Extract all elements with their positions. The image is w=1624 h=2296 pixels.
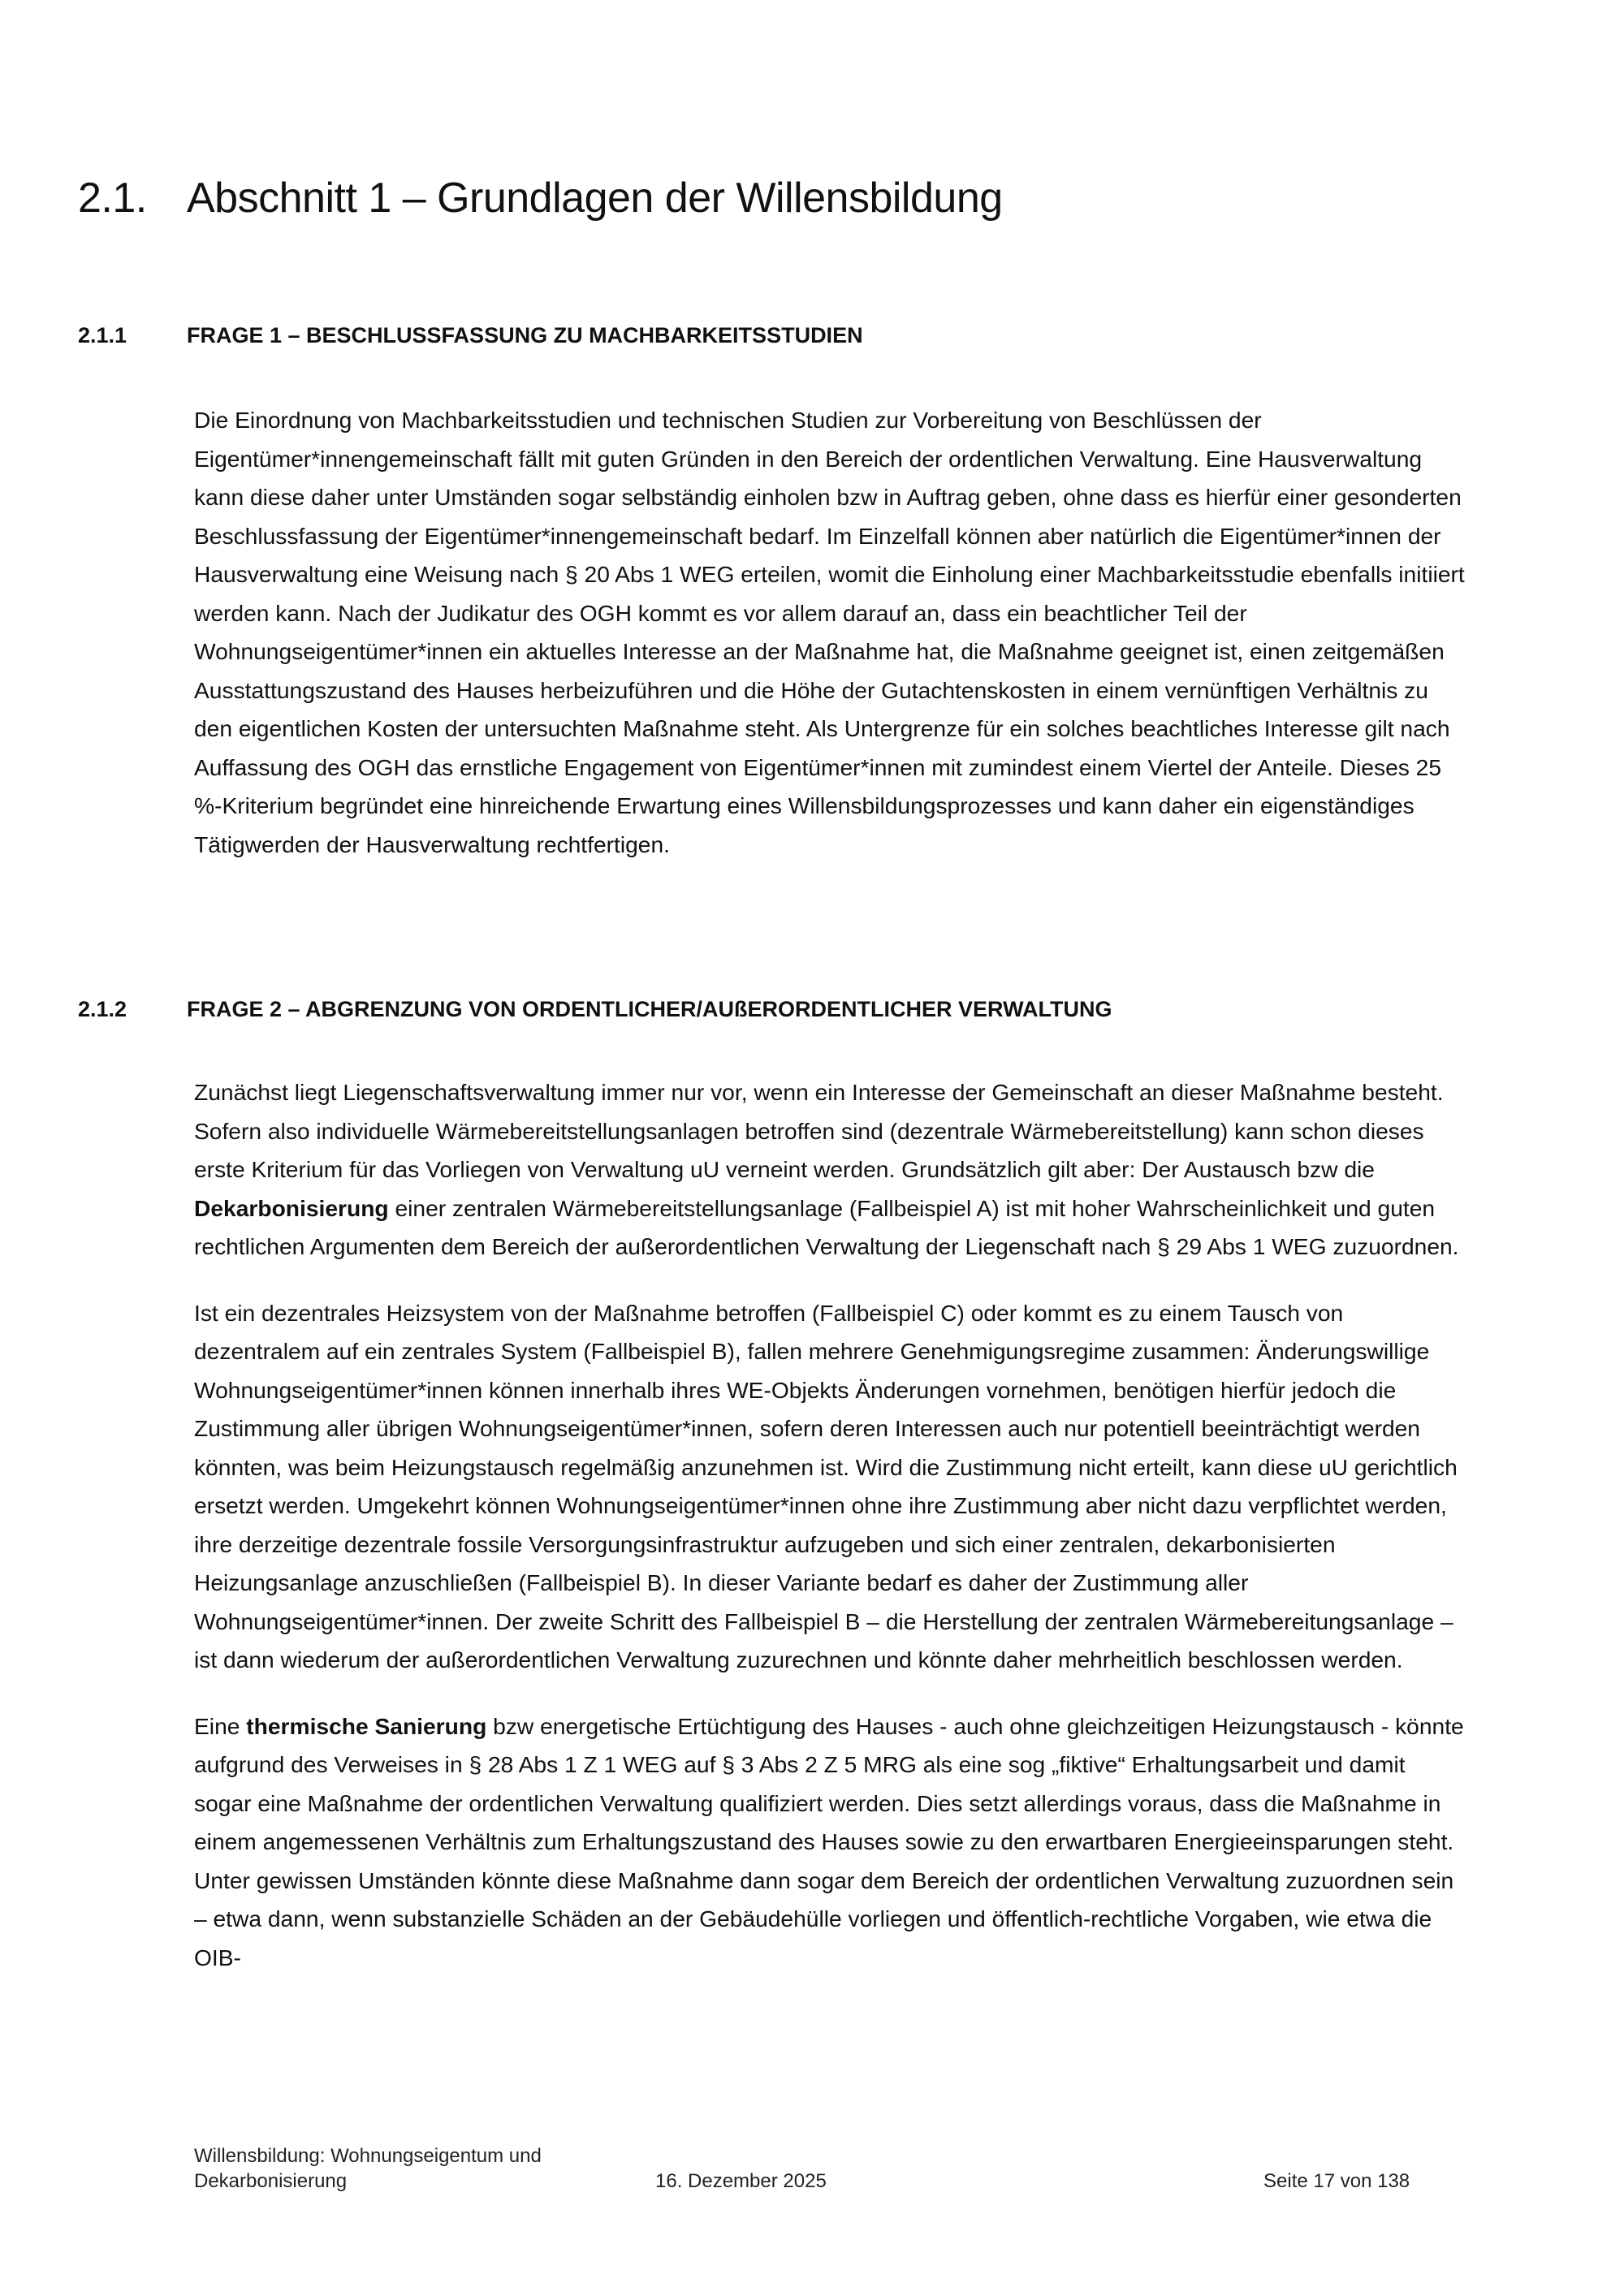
section-body-2-1-2 (194, 1073, 1465, 2005)
paragraph-text: bzw energetische Ertüchtigung des Hauses - auch ohne gleichzeitigen Heizungstausch - könnte aufgrund des Verweises in § 28 Abs 1 Z 1 WEG auf § 3 Abs 2 Z 5 MRG als eine sog „fiktive“ Erhaltungsarbeit und damit sogar eine Maßnahme der ordentlichen Verwaltung qualifiziert werden. Dies setzt allerdings voraus, dass die Maßnahme in einem angemessenen Verhältnis zum Erhaltungszustand des Hauses sowie zu den erwartbaren Energieeinsparungen steht. Unter gewissen Umständen könnte diese Maßnahme dann sogar dem Bereich der ordentlichen Verwaltung zuzuordnen sein – etwa dann, wenn substanzielle Schäden an der Gebäudehülle vorliegen und öffentlich-rechtliche Vorgaben, wie etwa die OIB- (194, 1712, 1464, 1970)
page-title (78, 174, 1003, 222)
paragraph-text: Zunächst liegt Liegenschaftsverwaltung immer nur vor, wenn ein Interesse der Gemeinschaft an dieser Maßnahme besteht. Sofern also individuelle Wärmebereitstellungsanlagen betroffen sind (dezentrale Wärmebereitstellung) kann schon dieses erste Kriterium für das Vorliegen von Verwaltung uU verneint werden. Grundsätzlich gilt aber: Der Austausch bzw die (194, 1079, 1444, 1182)
section-heading-2-1-1 (78, 323, 863, 348)
paragraph: Ist ein dezentrales Heizsystem von der Maßnahme betroffen (Fallbeispiel C) oder kommt es zu einem Tausch von dezentralem auf ein zentrales System (Fallbeispiel B), fallen mehrere Genehmigungsregime zusammen: Änderungswillige Wohnungseigentümer*innen können innerhalb ihres WE-Objekts Änderungen vornehmen, benötigen hierfür jedoch die Zustimmung aller übrigen Wohnungseigentümer*innen, sofern deren Interessen auch nur potentiell beeinträchtigt werden könnten, was beim Heizungstausch regelmäßig anzunehmen ist. Wird die Zustimmung nicht erteilt, kann diese uU gerichtlich ersetzt werden. Umgekehrt können Wohnungseigentümer*innen ohne ihre Zustimmung aber nicht dazu verpflichtet werden, ihre derzeitige dezentrale fossile Versorgungsinfrastruktur aufzugeben und sich einer zentralen, dekarbonisierten Heizungsanlage anzuschließen (Fallbeispiel B). In dieser Variante bedarf es daher der Zustimmung aller Wohnungseigentümer*innen. Der zweite Schritt des Fallbeispiel B – die Herstellung der zentralen Wärmebereitungsanlage – ist dann wiederum der außerordentlichen Verwaltung zuzurechnen und könnte daher mehrheitlich beschlossen werden. (194, 1299, 1458, 1672)
footer-title-line: Willensbildung: Wohnungseigentum und (194, 2145, 542, 2167)
bold-term: Dekarbonisierung (194, 1194, 389, 1221)
footer-page-number: Seite 17 von 138 (1263, 2170, 1410, 2192)
section-number: 2.1.2 (78, 997, 127, 1021)
section-heading-2-1-2 (78, 997, 1112, 1022)
paragraph-text: einer zentralen Wärmebereitstellungsanlage (Fallbeispiel A) ist mit hoher Wahrscheinlichkeit und guten rechtlichen Argumenten dem Bereich der außerordentlichen Verwaltung der Liegenschaft nach § 29 Abs 1 WEG zuzuordnen. (194, 1194, 1459, 1259)
paragraph (194, 1073, 1465, 1267)
bold-term: thermische Sanierung (246, 1712, 487, 1739)
paragraph-text: Eine (194, 1712, 247, 1739)
section-number: 2.1.1 (78, 323, 127, 347)
section-body-2-1-1 (194, 401, 1465, 891)
section-title: FRAGE 1 – BESCHLUSSFASSUNG ZU MACHBARKEITSSTUDIEN (187, 323, 863, 347)
chapter-title: Abschnitt 1 – Grundlagen der Willensbildung (187, 175, 1003, 222)
footer-date: 16. Dezember 2025 (655, 2170, 827, 2192)
paragraph (194, 1707, 1465, 1978)
section-title: FRAGE 2 – ABGRENZUNG VON ORDENTLICHER/AUßERORDENTLICHER VERWALTUNG (187, 997, 1112, 1021)
footer-document-title (194, 2143, 542, 2194)
paragraph: Die Einordnung von Machbarkeitsstudien und technischen Studien zur Vorbereitung von Beschlüssen der Eigentümer*innengemeinschaft fällt mit guten Gründen in den Bereich der ordentlichen Verwaltung. Eine Hausverwaltung kann diese daher unter Umständen sogar selbständig einholen bzw in Auftrag geben, ohne dass es hierfür einer gesonderten Beschlussfassung der Eigentümer*innengemeinschaft bedarf. Im Einzelfall können aber natürlich die Eigentümer*innen der Hausverwaltung eine Weisung nach § 20 Abs 1 WEG erteilen, womit die Einholung einer Machbarkeitsstudie ebenfalls initiiert werden kann. Nach der Judikatur des OGH kommt es vor allem darauf an, dass ein beachtlicher Teil der Wohnungseigentümer*innen ein aktuelles Interesse an der Maßnahme hat, die Maßnahme geeignet ist, einen zeitgemäßen Ausstattungszustand des Hauses herbeizuführen und die Höhe der Gutachtenskosten in einem vernünftigen Verhältnis zu den eigentlichen Kosten der untersuchten Maßnahme steht. Als Untergrenze für ein solches beachtliches Interesse gilt nach Auffassung des OGH das ernstliche Engagement von Eigentümer*innen mit zumindest einem Viertel der Anteile. Dieses 25 %-Kriterium begründet eine hinreichende Erwartung eines Willensbildungsprozesses und kann daher ein eigenständiges Tätigwerden der Hausverwaltung rechtfertigen. (194, 407, 1465, 857)
footer-title-line: Dekarbonisierung (194, 2170, 348, 2192)
chapter-number: 2.1. (78, 175, 147, 222)
